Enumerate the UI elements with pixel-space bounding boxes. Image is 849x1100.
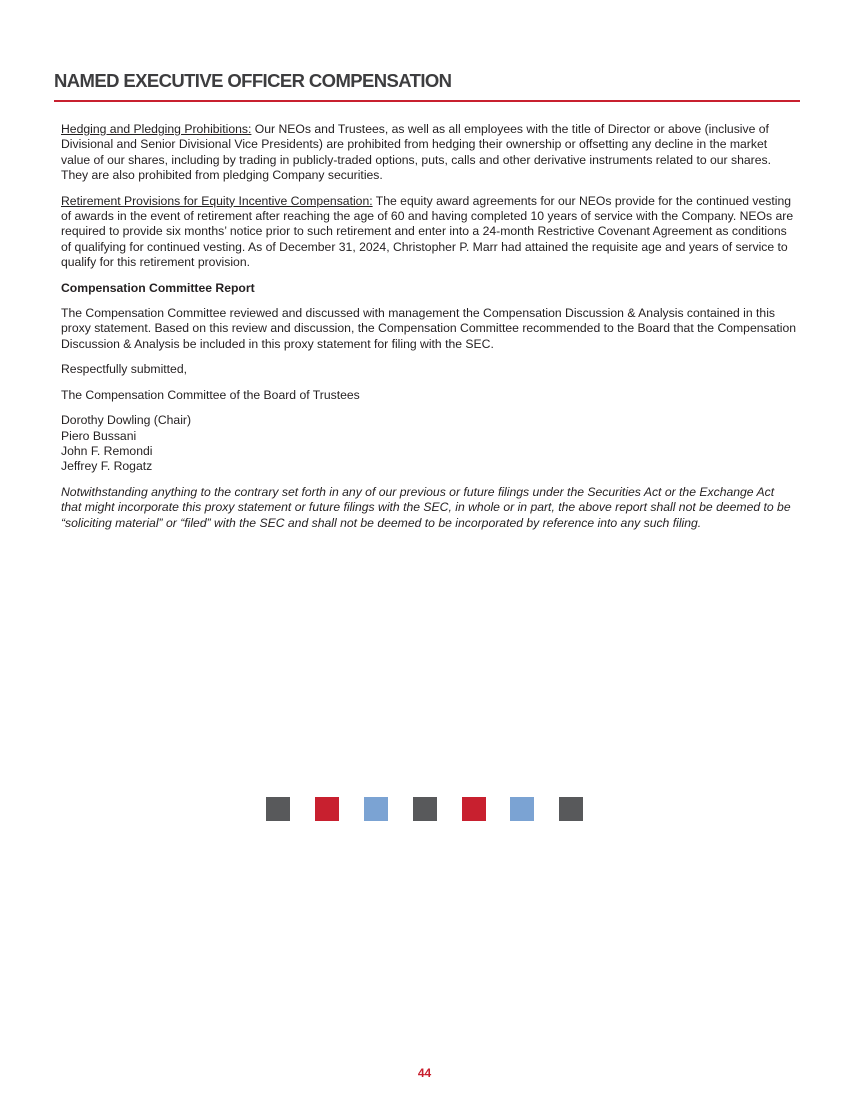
committee-member: Piero Bussani <box>61 428 137 443</box>
decorative-square <box>559 797 583 821</box>
retirement-paragraph <box>61 194 797 271</box>
page-number: 44 <box>417 1066 432 1080</box>
committee-members <box>61 413 797 475</box>
decorative-square <box>510 797 534 821</box>
decorative-square <box>413 797 437 821</box>
section-title: NAMED EXECUTIVE OFFICER COMPENSATION <box>54 70 452 91</box>
committee-member: John F. Remondi <box>61 443 153 458</box>
hedging-heading: Hedging and Pledging Prohibitions: <box>61 122 252 136</box>
report-closing: Respectfully submitted, <box>61 362 187 377</box>
committee-member: Jeffrey F. Rogatz <box>61 459 153 474</box>
decorative-square <box>364 797 388 821</box>
page-header <box>54 70 800 102</box>
header-divider <box>54 100 800 102</box>
committee-member: Dorothy Dowling (Chair) <box>61 413 192 428</box>
report-body: The Compensation Committee reviewed and discussed with management the Compensation Discussion & Analysis contained in this proxy statement. Based on this review and discussion, the Compensation Committee recommended to the Board that the Compensation Discussion & Analysis be included in this proxy statement for filing with the SEC. <box>61 306 797 351</box>
retirement-text: The equity award agreements for our NEOs provide for the continued vesting of awards in the event of retirement after reaching the age of 60 and having completed 10 years of service with the Company. NEOs are required to provide six months’ notice prior to such retirement and enter into a 24-month Restrictive Covenant Agreement as conditions of qualifying for continued vesting. As of December 31, 2024, Christopher P. Marr had attained the requisite age and years of service to qualify for this retirement provision. <box>61 193 794 270</box>
decorative-square <box>266 797 290 821</box>
decorative-square <box>315 797 339 821</box>
hedging-text: Our NEOs and Trustees, as well as all employees with the title of Director or above (inclusive of Divisional and Senior Divisional Vice Presidents) are prohibited from hedging their ownership or offsetting any decline in the market value of our shares, including by trading in publicly-traded options, puts, calls and other derivative instruments related to our shares. They are also prohibited from pledging Company securities. <box>61 122 771 183</box>
hedging-paragraph <box>61 122 797 184</box>
main-content <box>61 122 797 541</box>
report-committee: The Compensation Committee of the Board of Trustees <box>61 387 360 402</box>
report-disclaimer: Notwithstanding anything to the contrary set forth in any of our previous or future filings under the Securities Act or the Exchange Act that might incorporate this proxy statement or future filings with the SEC, in whole or in part, the above report shall not be deemed to be “soliciting material” or “filed” with the SEC and shall not be deemed to be incorporated by reference into any such filing. <box>61 484 791 530</box>
retirement-heading: Retirement Provisions for Equity Incentive Compensation: <box>61 193 373 208</box>
report-heading: Compensation Committee Report <box>61 280 255 295</box>
decorative-square <box>462 797 486 821</box>
